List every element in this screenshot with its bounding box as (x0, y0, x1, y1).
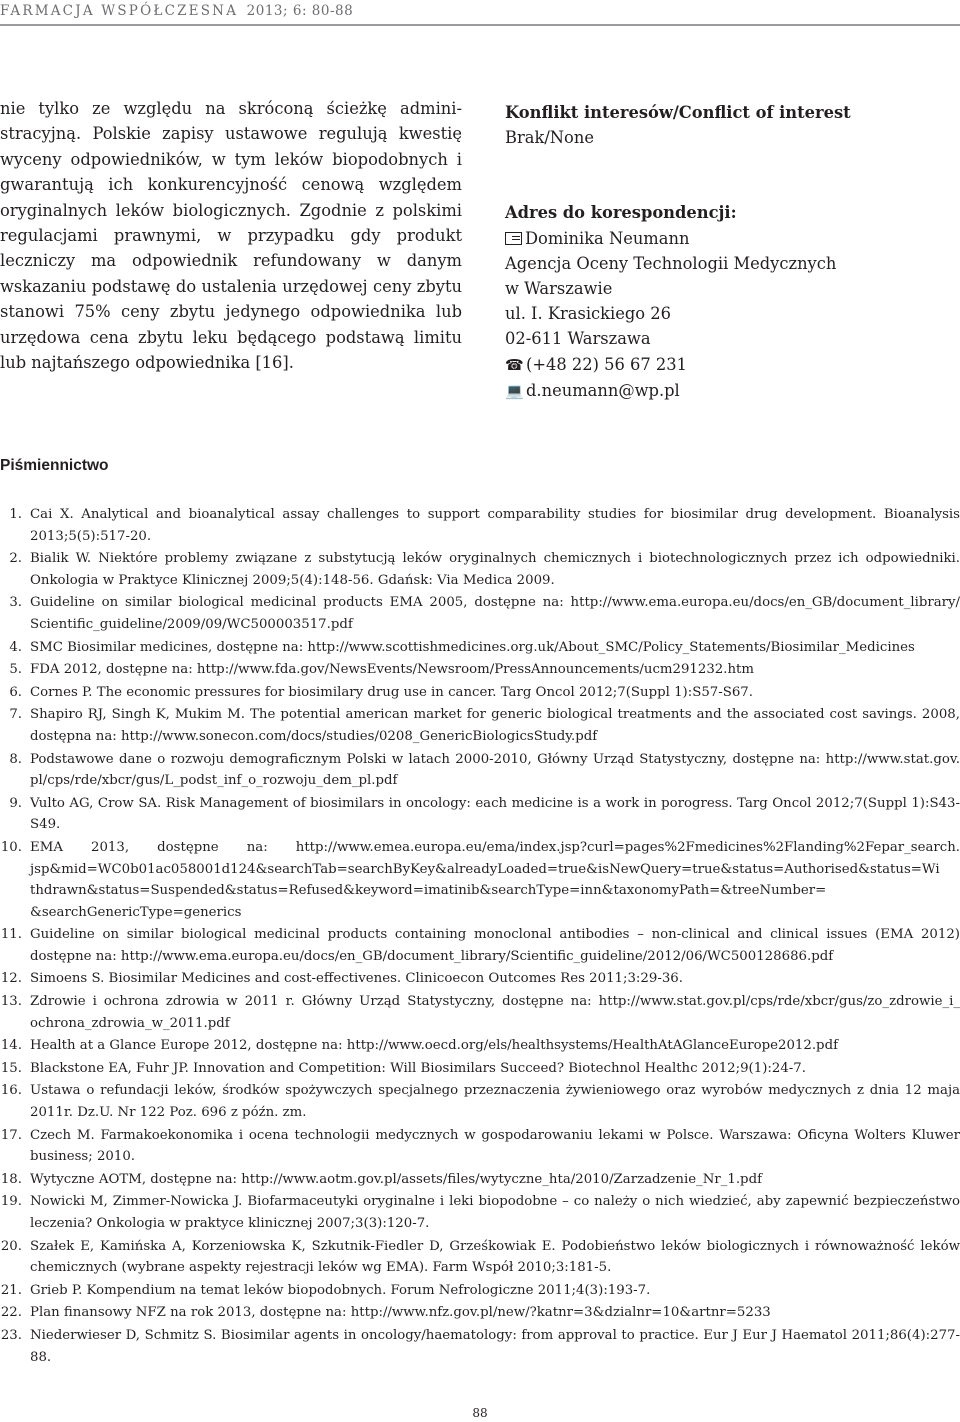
reference-item (0, 637, 960, 659)
issue-info: 2013; 6: 80-88 (246, 3, 354, 19)
reference-text: Guideline on similar biological medicinal products containing monoclonal antibodies – non-clinical and clinical issues (EMA 2012) dostępne na: http://www.ema.europa.eu/docs/en_GB/document_library/Scientific_guideline/2012/06/WC500128686.pdf (30, 927, 960, 964)
reference-text: Szałek E, Kamińska A, Korzeniowska K, Szkutnik-Fiedler D, Grześkowiak E. Podobieństwo leków biologicznych i równoważność leków chemicznych (wybrane aspekty rejestracji leków wg EMA). Farm Współ 2010;3:181-5. (30, 1238, 960, 1276)
reference-number: 6. (9, 684, 22, 700)
reference-number: 5. (9, 662, 22, 678)
reference-item (0, 793, 960, 836)
correspondence-email[interactable]: d.neumann@wp.pl (526, 380, 680, 400)
reference-item (0, 1035, 960, 1057)
reference-number: 15. (0, 1060, 22, 1076)
reference-item (0, 837, 960, 923)
journal-name: FARMACJA WSPÓŁCZESNA (0, 3, 239, 19)
reference-text: Cai X. Analytical and bioanalytical assay challenges to support comparability studies for biosimilar drug development. Bioanalysis 2013;5(5):517-20. (30, 507, 960, 544)
body-column-left (0, 96, 462, 375)
conflict-value: Brak/None (505, 128, 594, 148)
reference-item (0, 1302, 960, 1324)
correspondence-heading: Adres do korespondencji: (505, 203, 737, 223)
reference-item (0, 548, 960, 591)
computer-icon: 💻 (505, 381, 524, 400)
correspondence-phone-line (505, 352, 960, 378)
reference-item (0, 704, 960, 747)
header-rule (0, 24, 960, 26)
reference-text: Guideline on similar biological medicinal products EMA 2005, dostępne na: http://www.ema.europa.eu/docs/en_GB/document_library/ Scientific_guideline/2009/09/WC500003517.pdf (30, 595, 960, 632)
reference-item (0, 991, 960, 1034)
reference-text: Simoens S. Biosimilar Medicines and cost-effectivenes. Clinicoecon Outcomes Res 2011;3:29-36. (30, 971, 683, 987)
reference-text: Blackstone EA, Fuhr JP. Innovation and Competition: Will Biosimilars Succeed? Biotechnol Healthc 2012;9(1):24-7. (30, 1060, 806, 1076)
correspondence-name: Dominika Neumann (525, 228, 690, 248)
reference-number: 4. (9, 639, 22, 655)
reference-number: 12. (0, 971, 22, 987)
reference-text: Nowicki M, Zimmer-Nowicka J. Biofarmaceutyki oryginalne i leki biopodobne – co należy o nich wiedzieć, aby zapewnić bezpieczeństwo leczenia? Onkologia w praktyce klinicznej 2007;3(3):120-7. (30, 1194, 960, 1231)
reference-number: 10. (0, 839, 22, 855)
spacer (505, 150, 960, 200)
reference-text: SMC Biosimilar medicines, dostępne na: http://www.scottishmedicines.org.uk/About_SMC/Policy_Statements/Biosimilar_Medicines (30, 639, 915, 655)
reference-item (0, 592, 960, 635)
body-paragraph: nie tylko ze względu na skróconą ścieżkę admini-stracyjną. Polskie zapisy ustawowe regulują kwestię wyceny odpowiedników, w tym leków biopodobnych i gwarantują ich konkurencyjność cenową względem oryginalnych leków biologicznych. Zgodnie z polskimi regulacjami prawnymi, w przypadku gdy produkt leczniczy ma odpowiednik refundowany w danym wskazaniu podstawę do ustalenia urzędowej ceny zbytu stanowi 75% ceny zbytu jedynego odpowiednika lub urzędowa cena zbytu leku będącego podstawą limitu lub najtańszego odpowiednika [16]. (0, 99, 462, 373)
reference-text: Cornes P. The economic pressures for biosimilary drug use in cancer. Targ Oncol 2012;7(Suppl 1):S57-S67. (30, 684, 753, 700)
body-column-right (505, 100, 960, 404)
reference-number: 11. (0, 927, 22, 943)
running-header (0, 0, 354, 22)
reference-item (0, 659, 960, 681)
correspondence-phone: (+48 22) 56 67 231 (526, 354, 687, 374)
correspondence-city: 02-611 Warszawa (505, 329, 651, 349)
page-number: 88 (472, 1406, 488, 1420)
reference-item (0, 1191, 960, 1234)
correspondence-org-1: Agencja Oceny Technologii Medycznych (505, 253, 837, 273)
reference-text: Plan finansowy NFZ na rok 2013, dostępne na: http://www.nfz.gov.pl/new/?katnr=3&dzialnr=10&artnr=5233 (30, 1305, 771, 1321)
telephone-icon: ☎ (505, 355, 524, 374)
reference-number: 17. (0, 1127, 22, 1143)
conflict-heading: Konflikt interesów/Conflict of interest (505, 103, 851, 122)
correspondence-street: ul. I. Krasickiego 26 (505, 304, 671, 324)
reference-text: Grieb P. Kompendium na temat leków biopodobnych. Forum Nefrologiczne 2011;4(3):193-7. (30, 1282, 651, 1298)
reference-number: 16. (0, 1083, 22, 1099)
reference-text: Wytyczne AOTM, dostępne na: http://www.aotm.gov.pl/assets/files/wytyczne_hta/2010/Zarzadzenie_Nr_1.pdf (30, 1171, 762, 1187)
reference-number: 7. (9, 707, 22, 723)
reference-number: 20. (0, 1238, 22, 1254)
reference-item (0, 749, 960, 792)
reference-number: 9. (9, 795, 22, 811)
reference-number: 3. (9, 595, 22, 611)
reference-item (0, 1058, 960, 1080)
correspondence-email-line (505, 378, 960, 404)
reference-item (0, 1169, 960, 1191)
reference-number: 22. (0, 1305, 22, 1321)
reference-item (0, 924, 960, 967)
reference-number: 1. (9, 507, 22, 522)
reference-text: Niederwieser D, Schmitz S. Biosimilar agents in oncology/haematology: from approval to practice. Eur J Eur J Haematol 2011;86(4):277-88. (30, 1327, 960, 1365)
reference-number: 13. (0, 994, 22, 1010)
reference-text: Zdrowie i ochrona zdrowia w 2011 r. Główny Urząd Statystyczny, dostępne na: http://www.stat.gov.pl/cps/rde/xbcr/gus/zo_zdrowie_i_ ochrona_zdrowia_w_2011.pdf (30, 994, 960, 1031)
reference-number: 19. (0, 1194, 22, 1210)
reference-text: Bialik W. Niektóre problemy związane z substytucją leków oryginalnych chemicznych i biotechnologicznych przez ich odpowiedniki. Onkologia w Praktyce Klinicznej 2009;5(4):148-56. Gdańsk: Via Medica 2009. (30, 551, 960, 588)
reference-text: Vulto AG, Crow SA. Risk Management of biosimilars in oncology: each medicine is a work in porogress. Targ Oncol 2012;7(Suppl 1):S43-S49. (30, 795, 960, 833)
reference-item (0, 1325, 960, 1368)
reference-number: 14. (0, 1038, 22, 1054)
reference-item (0, 1125, 960, 1168)
reference-number: 21. (0, 1282, 22, 1298)
reference-number: 2. (9, 551, 22, 567)
correspondence-name-line (505, 226, 960, 251)
contact-card-icon (505, 232, 522, 245)
reference-number: 18. (0, 1171, 22, 1187)
reference-text: Shapiro RJ, Singh K, Mukim M. The potential american market for generic biological treatments and the associated cost savings. 2008, dostępna na: http://www.sonecon.com/docs/studies/0208_GenericBiologicsStudy.pdf (30, 707, 960, 744)
reference-item (0, 968, 960, 990)
reference-item (0, 1280, 960, 1302)
reference-text: Czech M. Farmakoekonomika i ocena technologii medycznych w gospodarowaniu lekami w Polsce. Warszawa: Oficyna Wolters Kluwer business; 2010. (30, 1127, 960, 1165)
references-title: Piśmiennictwo (0, 457, 109, 474)
reference-text: Podstawowe dane o rozwoju demograficznym Polski w latach 2000-2010, Główny Urząd Statystyczny, dostępne na: http://www.stat.gov. pl/cps/rde/xbcr/gus/L_podst_inf_o_rozwoju_dem_pl.pdf (30, 751, 960, 789)
reference-item (0, 1236, 960, 1279)
reference-text: FDA 2012, dostępne na: http://www.fda.gov/NewsEvents/Newsroom/PressAnnouncements/ucm291232.htm (30, 662, 755, 678)
reference-number: 8. (9, 751, 22, 767)
reference-item (0, 504, 960, 547)
reference-text: Health at a Glance Europe 2012, dostępne na: http://www.oecd.org/els/healthsystems/HealthAtAGlanceEurope2012.pdf (30, 1038, 839, 1054)
reference-item (0, 682, 960, 704)
reference-list (0, 504, 960, 1369)
reference-text: Ustawa o refundacji leków, środków spożywczych specjalnego przeznaczenia żywieniowego oraz wyrobów medycznych z dnia 12 maja 2011r. Dz.U. Nr 122 Poz. 696 z późn. zm. (30, 1083, 960, 1121)
reference-number: 23. (0, 1327, 22, 1343)
reference-item (0, 1080, 960, 1123)
reference-text: EMA 2013, dostępne na: http://www.emea.europa.eu/ema/index.jsp?curl=pages%2Fmedicines%2Flanding%2Fepar_search. jsp&mid=WC0b01ac058001d124&searchTab=searchByKey&alreadyLoaded=true&isNewQuery=true&status=Authorised&status=Wi thdrawn&status=Suspended&status=Refused&keyword=imatinib&searchType=inn&taxonomyPath=&treeNumber= &searchGenericType=generics (30, 839, 960, 920)
correspondence-org-2: w Warszawie (505, 279, 613, 299)
